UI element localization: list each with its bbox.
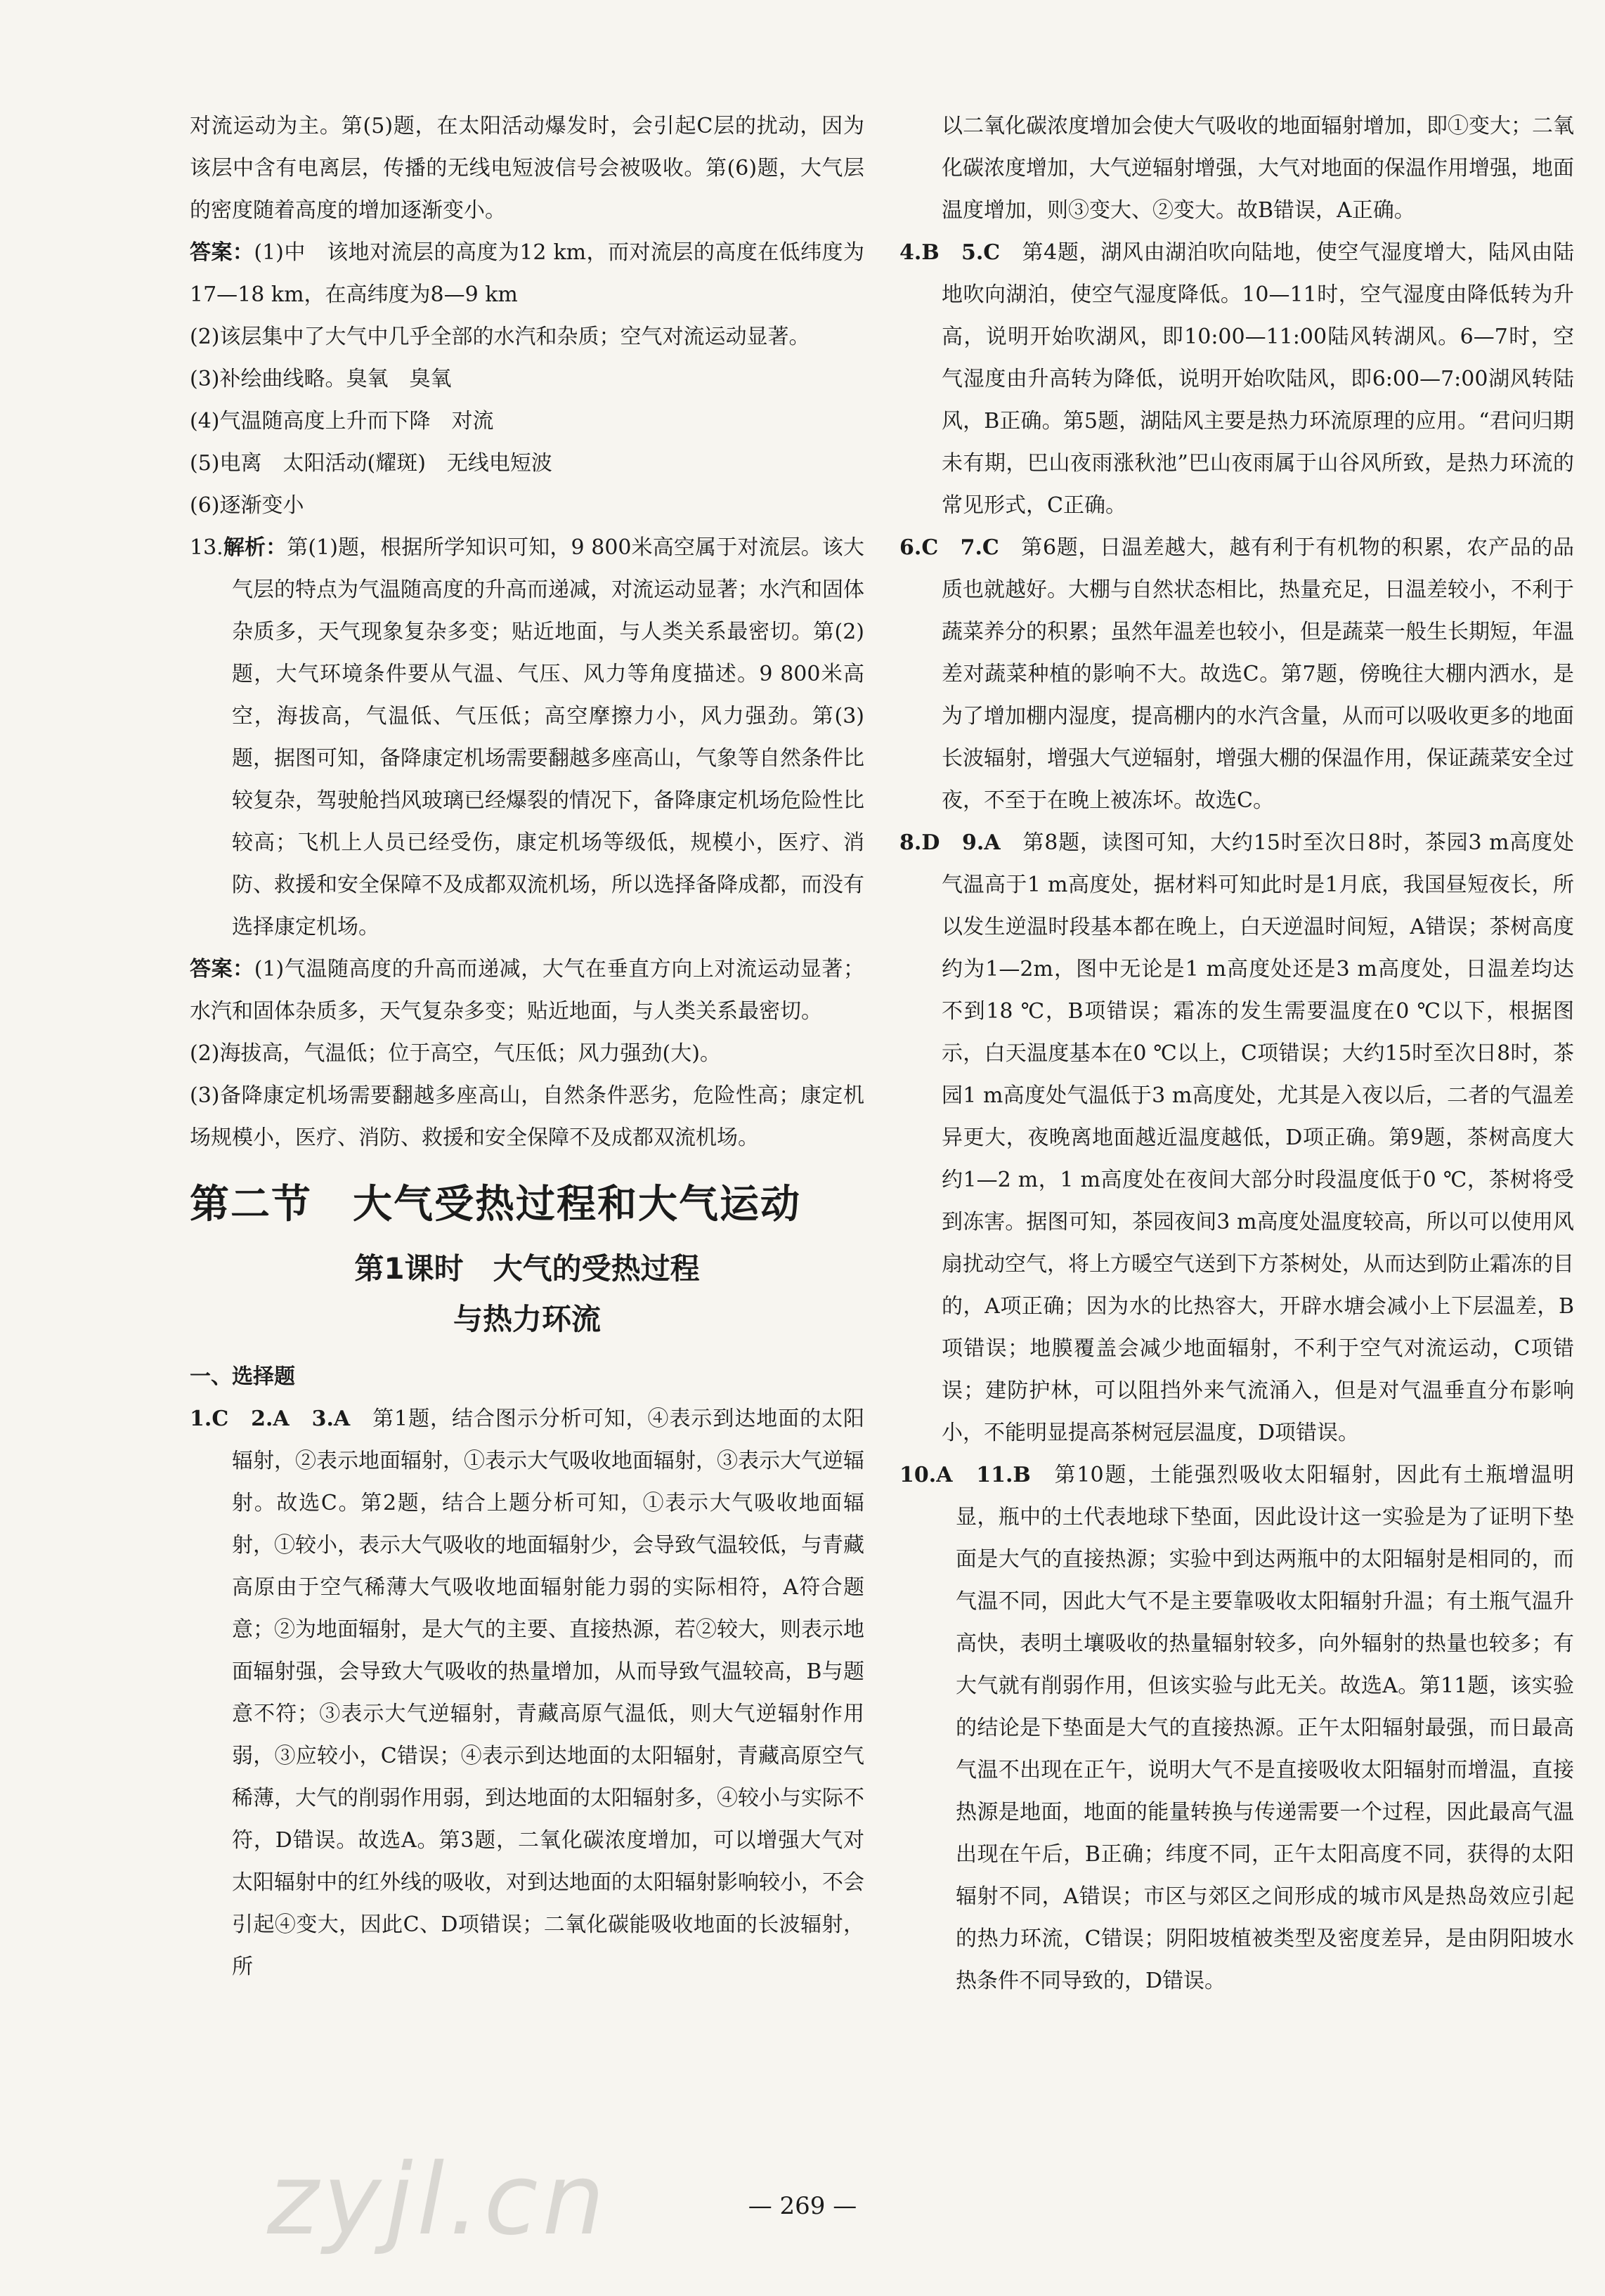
q12-analysis-continued: 对流运动为主。第(5)题，在太阳活动爆发时，会引起C层的扰动，因为该层中含有电离层，传播的无线电短波信号会被吸收。第(6)题，大气层的密度随着高度的增加逐渐变小。	[190, 114, 864, 223]
subheading-choice-questions: 一、选择题	[190, 1364, 295, 1389]
q1-3-analysis-continued: 以二氧化碳浓度增加会使大气吸收的地面辐射增加，即①变大；二氧化碳浓度增加，大气逆辐射增强，大气对地面的保温作用增强，地面温度增加，则③变大、②变大。故B错误，A正确。	[942, 114, 1574, 223]
section-title: 第二节 大气受热过程和大气运动	[190, 1182, 801, 1227]
q13-answer-line: (3)备降康定机场需要翻越多座高山，自然条件恶劣，危险性高；康定机场规模小，医疗、消防、救援和安全保障不及成都双流机场。	[190, 1083, 864, 1150]
answer-keys: 4.B 5.C	[899, 240, 1001, 265]
page-number: — 269 —	[748, 2192, 857, 2220]
q12-answer-line: (5)电离 太阳活动(耀斑) 无线电短波	[190, 451, 552, 476]
q4-5-analysis	[899, 232, 1574, 527]
q8-9-analysis	[899, 822, 1574, 1454]
q13-answer-line: (2)海拔高，气温低；位于高空，气压低；风力强劲(大)。	[190, 1041, 721, 1066]
q12-answer-line: (4)气温随高度上升而下降 对流	[190, 409, 494, 433]
answer-text: (1)气温随高度的升高而递减，大气在垂直方向上对流运动显著；水汽和固体杂质多，天气复杂多变；贴近地面，与人类关系最密切。	[190, 957, 864, 1024]
q10-11-analysis	[899, 1454, 1574, 2002]
answer-text: (1)中 该地对流层的高度为12 km，而对流层的高度在低纬度为17—18 km，在高纬度为8—9 km	[190, 240, 865, 307]
q12-answer-line: (6)逐渐变小	[190, 493, 304, 518]
watermark: zyjl.cn	[267, 2143, 609, 2257]
q13-answer	[190, 948, 864, 1033]
answer-keys: 10.A 11.B	[899, 1463, 1031, 1487]
answer-keys: 1.C 2.A 3.A	[190, 1407, 351, 1431]
q12-answer	[190, 232, 864, 316]
analysis-text: 第10题，土能强烈吸收太阳辐射，因此有土瓶增温明显，瓶中的土代表地球下垫面，因此设计这一实验是为了证明下垫面是大气的直接热源；实验中到达两瓶中的太阳辐射是相同的，而气温不同，因此大气不是主要靠吸收太阳辐射升温；有土瓶气温升高快，表明土壤吸收的热量辐射较多，向外辐射的热量也较多；有大气就有削弱作用，但该实验与此无关。故选A。第11题，该实验的结论是下垫面是大气的直接热源。正午太阳辐射最强，而日最高气温不出现在正午，说明大气不是直接吸收太阳辐射而增温，直接热源是地面，地面的能量转换与传递需要一个过程，因此最高气温出现在午后，B正确；纬度不同，正午太阳高度不同，获得的太阳辐射不同，A错误；市区与郊区之间形成的城市风是热岛效应引起的热力环流，C错误；阴阳坡植被类型及密度差异，是由阴阳坡水热条件不同导致的，D错误。	[956, 1463, 1574, 1993]
q6-7-analysis	[899, 527, 1574, 822]
q1-3-analysis	[190, 1398, 864, 1988]
analysis-text: 第1题，结合图示分析可知，④表示到达地面的太阳辐射，②表示地面辐射，①表示大气吸收地面辐射，③表示大气逆辐射。故选C。第2题，结合上题分析可知，①表示大气吸收地面辐射，①较小，表示大气吸收的地面辐射少，会导致气温较低，与青藏高原由于空气稀薄大气吸收地面辐射能力弱的实际相符，A符合题意；②为地面辐射，是大气的主要、直接热源，若②较大，则表示地面辐射强，会导致大气吸收的热量增加，从而导致气温较高，B与题意不符；③表示大气逆辐射，青藏高原气温低，则大气逆辐射作用弱，③应较小，C错误；④表示到达地面的太阳辐射，青藏高原空气稀薄，大气的削弱作用弱，到达地面的太阳辐射多，④较小与实际不符，D错误。故选A。第3题，二氧化碳浓度增加，可以增强大气对太阳辐射中的红外线的吸收，对到达地面的太阳辐射影响较小，不会引起④变大，因此C、D项错误；二氧化碳能吸收地面的长波辐射，所	[232, 1407, 865, 1979]
question-number: 13.	[190, 535, 223, 560]
analysis-text: 第4题，湖风由湖泊吹向陆地，使空气湿度增大，陆风由陆地吹向湖泊，使空气湿度降低。10—11时，空气湿度由降低转为升高，说明开始吹湖风，即10:00—11:00陆风转湖风。6—7时，空气湿度由升高转为降低，说明开始吹陆风，即6:00—7:00湖风转陆风，B正确。第5题，湖陆风主要是热力环流原理的应用。“君问归期未有期，巴山夜雨涨秋池”巴山夜雨属于山谷风所致，是热力环流的常见形式，C正确。	[942, 240, 1574, 518]
analysis-label: 解析：	[223, 535, 287, 560]
analysis-text: 第8题，读图可知，大约15时至次日8时，茶园3 m高度处气温高于1 m高度处，据材料可知此时是1月底，我国昼短夜长，所以发生逆温时段基本都在晚上，白天逆温时间短，A错误；茶树高度约为1—2m，图中无论是1 m高度处还是3 m高度处，日温差均达不到18 ℃，B项错误；霜冻的发生需要温度在0 ℃以下，根据图示，白天温度基本在0 ℃以上，C项错误；大约15时至次日8时，茶园1 m高度处气温低于3 m高度处，尤其是入夜以后，二者的气温差异更大，夜晚离地面越近温度越低，D项正确。第9题，茶树高度大约1—2 m，1 m高度处在夜间大部分时段温度低于0 ℃，茶树将受到冻害。据图可知，茶园夜间3 m高度处温度较高，所以可以使用风扇扰动空气，将上方暖空气送到下方茶树处，从而达到防止霜冻的目的，A项正确；因为水的比热容大，开辟水塘会减小上下层温差，B项错误；地膜覆盖会减少地面辐射，不利于空气对流运动，C项错误；建防护林，可以阻挡外来气流涌入，但是对气温垂直分布影响小，不能明显提高茶树冠层温度，D项错误。	[942, 830, 1575, 1445]
lesson-title: 第1课时 大气的受热过程	[354, 1251, 700, 1286]
answer-keys: 8.D 9.A	[899, 830, 1001, 855]
q12-answer-line: (3)补绘曲线略。臭氧 臭氧	[190, 367, 452, 391]
q12-answer-line: (2)该层集中了大气中几乎全部的水汽和杂质；空气对流运动显著。	[190, 325, 810, 349]
answer-label: 答案：	[190, 240, 254, 265]
right-column	[899, 105, 1574, 2002]
answer-label: 答案：	[190, 957, 254, 981]
lesson-title-line-2: 与热力环流	[453, 1302, 601, 1336]
analysis-text: 第6题，日温差越大，越有利于有机物的积累，农产品的品质也就越好。大棚与自然状态相比，热量充足，日温差较小，不利于蔬菜养分的积累；虽然年温差也较小，但是蔬菜一般生长期短，年温差对蔬菜种植的影响不大。故选C。第7题，傍晚往大棚内洒水，是为了增加棚内湿度，提高棚内的水汽含量，从而可以吸收更多的地面长波辐射，增强大气逆辐射，增强大棚的保温作用，保证蔬菜安全过夜，不至于在晚上被冻坏。故选C。	[942, 535, 1575, 813]
analysis-text: 第(1)题，根据所学知识可知，9 800米高空属于对流层。该大气层的特点为气温随高度的升高而递减，对流运动显著；水汽和固体杂质多，天气现象复杂多变；贴近地面，与人类关系最密切。第(2)题，大气环境条件要从气温、气压、风力等角度描述。9 800米高空，海拔高，气温低、气压低；高空摩擦力小，风力强劲。第(3)题，据图可知，备降康定机场需要翻越多座高山，气象等自然条件比较复杂，驾驶舱挡风玻璃已经爆裂的情况下，备降康定机场危险性比较高；飞机上人员已经受伤，康定机场等级低，规模小，医疗、消防、救援和安全保障不及成都双流机场，所以选择备降成都，而没有选择康定机场。	[232, 535, 864, 939]
left-column	[190, 105, 864, 1988]
answer-keys: 6.C 7.C	[899, 535, 999, 560]
q13-analysis	[190, 527, 864, 948]
